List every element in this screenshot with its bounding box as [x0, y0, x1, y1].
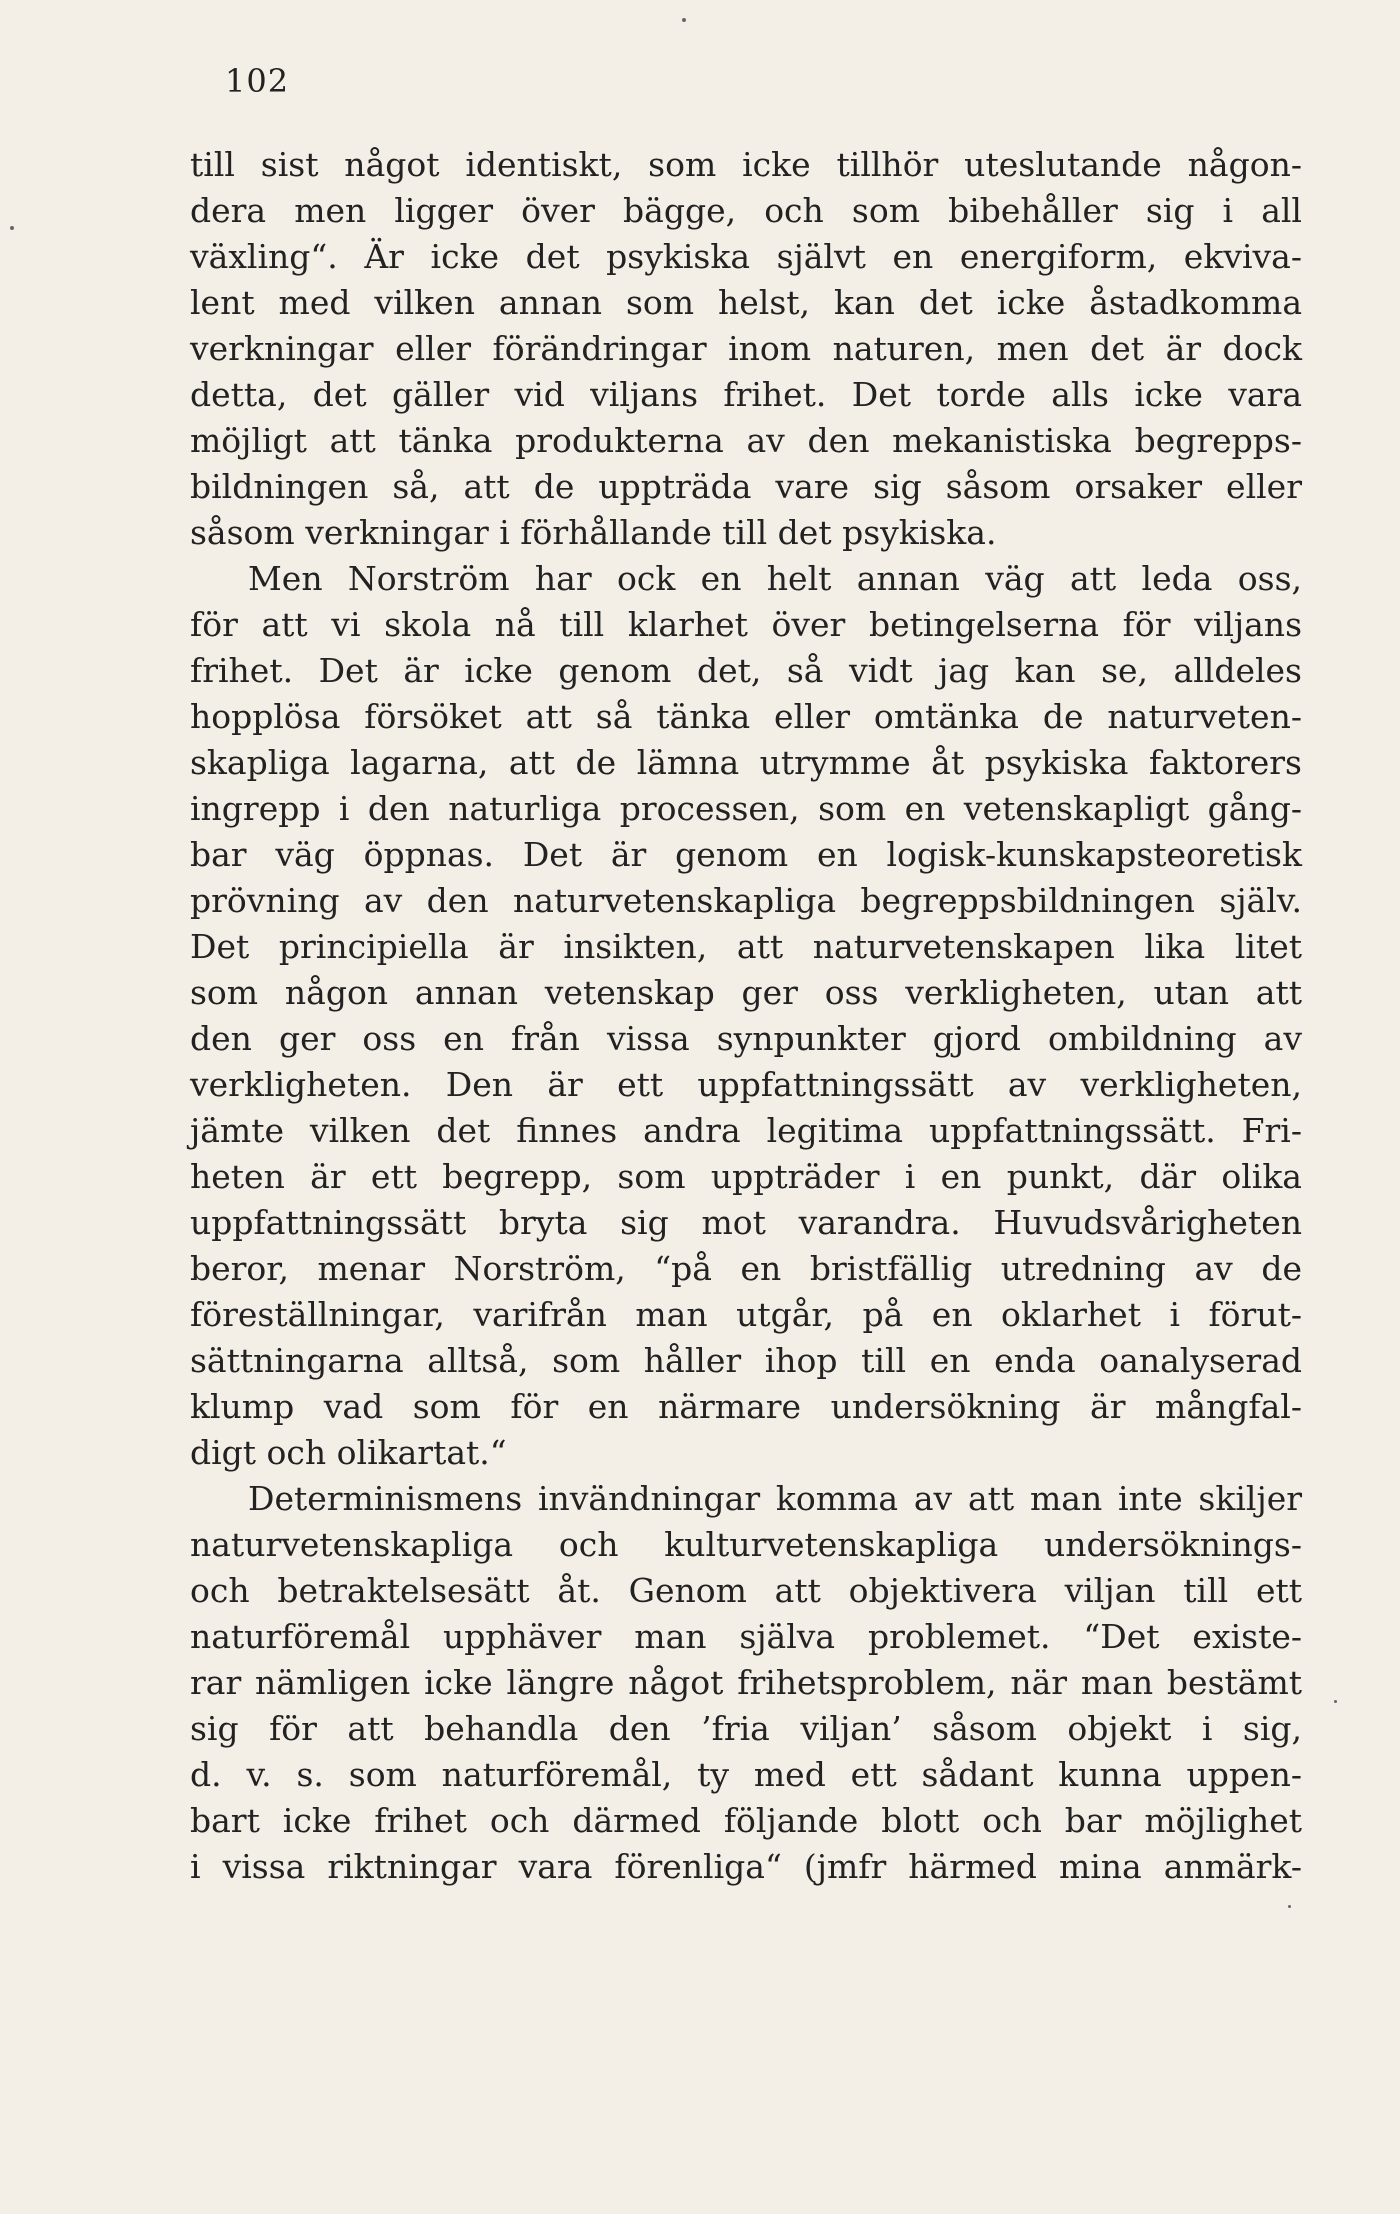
text-line: bart icke frihet och därmed följande blott och bar möjlighet	[190, 1801, 1302, 1840]
text-line: klump vad som för en närmare undersökning är mångfal-	[190, 1387, 1302, 1426]
text-line: uppfattningssätt bryta sig mot varandra. Huvudsvårigheten	[190, 1203, 1302, 1242]
text-line: Determinismens invändningar komma av att man inte skiljer	[248, 1479, 1302, 1518]
text-line: ingrepp i den naturliga processen, som en vetenskapligt gång-	[190, 789, 1302, 828]
text-line: som någon annan vetenskap ger oss verkligheten, utan att	[190, 973, 1302, 1012]
text-line: bildningen så, att de uppträda vare sig såsom orsaker eller	[190, 467, 1302, 506]
text-line: sig för att behandla den ’fria viljan’ såsom objekt i sig,	[190, 1709, 1302, 1748]
text-line: d. v. s. som naturföremål, ty med ett sådant kunna uppen-	[190, 1755, 1302, 1794]
text-line: föreställningar, varifrån man utgår, på en oklarhet i förut-	[190, 1295, 1302, 1334]
text-line: naturvetenskapliga och kulturvetenskapliga undersöknings-	[190, 1525, 1302, 1564]
text-line: digt och olikartat.“	[190, 1433, 507, 1472]
text-line: sättningarna alltså, som håller ihop till en enda oanalyserad	[190, 1341, 1302, 1380]
body-text	[190, 142, 1302, 1890]
text-line: frihet. Det är icke genom det, så vidt jag kan se, alldeles	[190, 651, 1302, 690]
print-speck	[1334, 1700, 1337, 1703]
text-line: den ger oss en från vissa synpunkter gjord ombildning av	[190, 1019, 1302, 1058]
print-speck	[682, 18, 686, 22]
text-line: rar nämligen icke längre något frihetsproblem, när man bestämt	[190, 1663, 1302, 1702]
text-line: prövning av den naturvetenskapliga begreppsbildningen själv.	[190, 881, 1302, 920]
text-line: för att vi skola nå till klarhet över betingelserna för viljans	[190, 605, 1302, 644]
text-line: dera men ligger över bägge, och som bibehåller sig i all	[190, 191, 1302, 230]
text-line: och betraktelsesätt åt. Genom att objektivera viljan till ett	[190, 1571, 1302, 1610]
text-line: i vissa riktningar vara förenliga“ (jmfr härmed mina anmärk-	[190, 1847, 1302, 1886]
text-line: verkligheten. Den är ett uppfattningssätt av verkligheten,	[190, 1065, 1302, 1104]
text-line: hopplösa försöket att så tänka eller omtänka de naturveten-	[190, 697, 1302, 736]
text-line: verkningar eller förändringar inom naturen, men det är dock	[190, 329, 1302, 368]
text-line: skapliga lagarna, att de lämna utrymme åt psykiska faktorers	[190, 743, 1302, 782]
print-speck	[10, 226, 14, 230]
text-line: Men Norström har ock en helt annan väg att leda oss,	[248, 559, 1302, 598]
text-line: möjligt att tänka produkterna av den mekanistiska begrepps-	[190, 421, 1302, 460]
text-line: till sist något identiskt, som icke tillhör uteslutande någon-	[190, 145, 1302, 184]
text-line: naturföremål upphäver man själva problemet. “Det existe-	[190, 1617, 1302, 1656]
text-line: bar väg öppnas. Det är genom en logisk-kunskapsteoretisk	[190, 835, 1302, 874]
text-line: Det principiella är insikten, att naturvetenskapen lika litet	[190, 927, 1302, 966]
text-line: detta, det gäller vid viljans frihet. Det torde alls icke vara	[190, 375, 1302, 414]
text-line: heten är ett begrepp, som uppträder i en punkt, där olika	[190, 1157, 1302, 1196]
text-line: jämte vilken det finnes andra legitima uppfattningssätt. Fri-	[190, 1111, 1302, 1150]
page-number: 102	[225, 62, 290, 100]
print-speck	[1288, 1905, 1291, 1908]
text-line: växling“. Är icke det psykiska självt en energiform, ekviva-	[190, 237, 1302, 276]
text-line: såsom verkningar i förhållande till det psykiska.	[190, 513, 997, 552]
text-line: lent med vilken annan som helst, kan det icke åstadkomma	[190, 283, 1302, 322]
text-line: beror, menar Norström, “på en bristfällig utredning av de	[190, 1249, 1302, 1288]
